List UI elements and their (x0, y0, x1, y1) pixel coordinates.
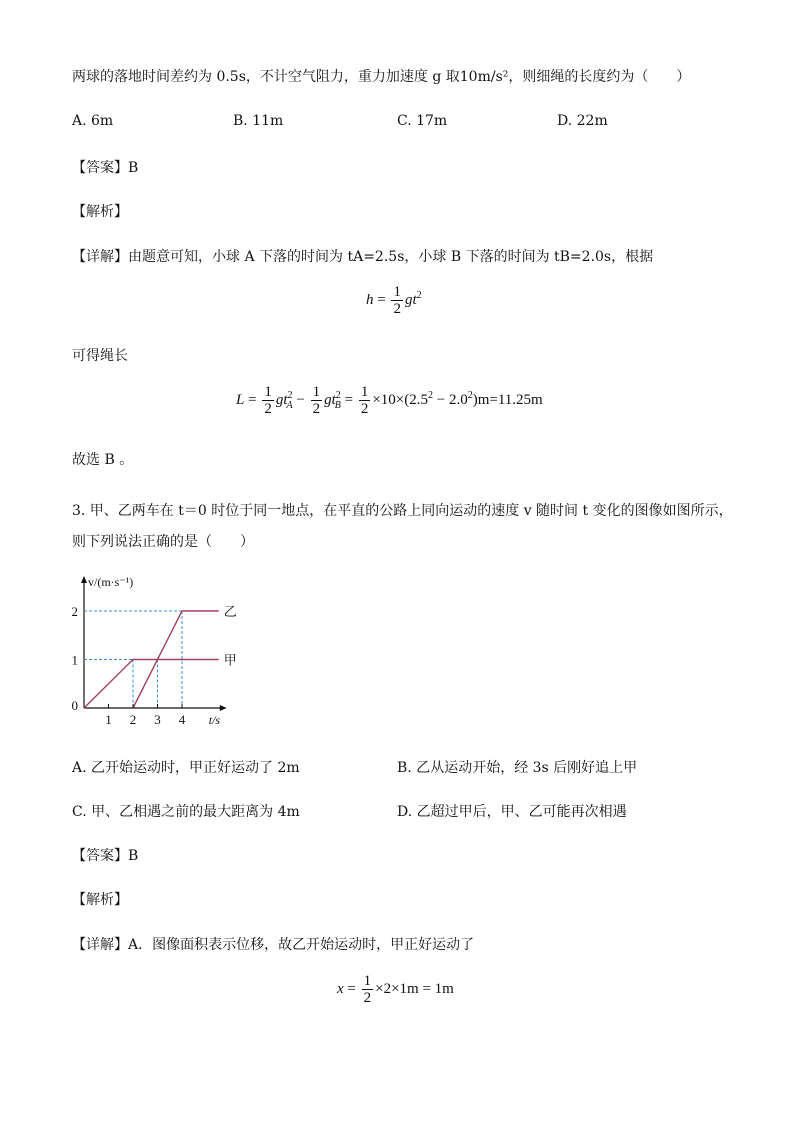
q2-analysis-label: 【解析】 (72, 204, 128, 220)
q2-formula-1: h = $\frac{1}{2}$ $gt^2$ (366, 284, 422, 317)
q2-detail: 【详解】由题意可知，小球 A 下落的时间为 tA=2.5s，小球 B 下落的时间为 tB=2.0s，根据 (72, 249, 654, 265)
velocity-time-chart (66, 570, 246, 730)
x-axis-arrow (220, 705, 227, 711)
q3-option-c: C. 甲、乙相遇之前的最大距离为 4m (72, 804, 300, 820)
q3-detail: 【详解】A．图像面积表示位移，故乙开始运动时，甲正好运动了 (72, 937, 475, 953)
series-line-0 (84, 660, 219, 709)
q2-option-c: C. 17m (397, 113, 448, 129)
x-tick-label-3: 4 (178, 712, 186, 727)
q2-mid-text: 可得绳长 (72, 348, 128, 364)
y-tick-label-1: 1 (71, 652, 78, 668)
q2-option-a: A. 6m (72, 113, 114, 129)
q2-answer: 【答案】B (72, 160, 139, 176)
q3-stem-line-2: 则下列说法正确的是（ ） (72, 534, 254, 550)
x-axis-title: t/s (208, 713, 221, 727)
q2-formula-2: L = $\frac{1}{2}$ $gt^2_A$ − $\frac{1}{2}$ $gt^2_B$ = $\frac{1}{2}$ $\times 10\times(2.5^2 - 2.0^2)m=11.25m$ (236, 384, 543, 417)
x-tick-label-2: 3 (154, 712, 161, 727)
q2-option-b: B. 11m (233, 113, 284, 129)
y-axis-arrow (81, 576, 87, 583)
q2-option-d: D. 22m (557, 113, 608, 129)
x-tick-label-0: 1 (105, 712, 112, 727)
q3-option-b: B. 乙从运动开始，经 3s 后刚好追上甲 (397, 760, 638, 776)
q2-stem-tail: 两球的落地时间差约为 0.5s，不计空气阻力，重力加速度 g 取10m/s²，则细绳的长度约为（ ） (72, 69, 691, 85)
series-label-1: 乙 (223, 604, 237, 619)
q3-stem-line-1: 3. 甲、乙两车在 t＝0 时位于同一地点，在平直的公路上同向运动的速度 v 随时间 t 变化的图像如图所示， (72, 503, 733, 519)
y-axis-title: v/(m·s⁻¹) (88, 575, 134, 589)
q3-analysis-label: 【解析】 (72, 892, 128, 908)
q3-formula: x = $\frac{1}{2}$ ×2×1m = 1m (337, 973, 454, 1006)
x-tick-label-1: 2 (129, 712, 137, 727)
series-label-0: 甲 (223, 652, 237, 668)
q3-option-a: A. 乙开始运动时，甲正好运动了 2m (72, 760, 300, 776)
y-tick-label-2: 2 (71, 604, 78, 619)
q2-conclusion: 故选 B 。 (72, 452, 134, 468)
q3-answer: 【答案】B (72, 848, 139, 864)
y-tick-label-0: 0 (71, 698, 78, 713)
q3-option-d: D. 乙超过甲后，甲、乙可能再次相遇 (397, 804, 627, 820)
